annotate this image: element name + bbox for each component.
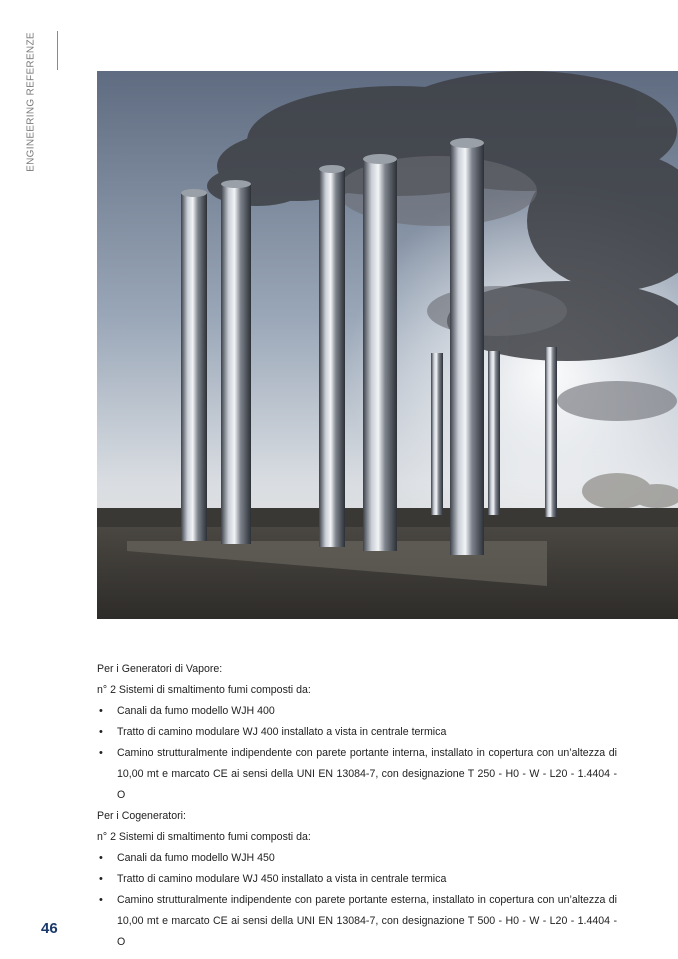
- bullet-icon: •: [99, 894, 103, 906]
- list-item-text: Canali da fumo modello WJH 450: [117, 852, 275, 864]
- list-item: [97, 890, 617, 953]
- list-item: [97, 722, 617, 743]
- bullet-icon: •: [99, 705, 103, 717]
- chimneys-photo-illustration: [97, 71, 678, 619]
- list-item-text: Canali da fumo modello WJH 400: [117, 705, 275, 717]
- block-heading-steam: Per i Generatori di Vapore:: [97, 663, 223, 675]
- list-item-text: Tratto di camino modulare WJ 450 installato a vista in centrale termica: [117, 873, 447, 885]
- list-item: [97, 743, 617, 806]
- section-label-text: ENGINEERING REFERENZE: [25, 32, 37, 172]
- bullet-list-cogeneration: [97, 848, 617, 953]
- block-heading-cogeneration: Per i Cogeneratori:: [97, 810, 186, 822]
- list-item-text: Camino strutturalmente indipendente con parete portante esterna, installato in copertura con un’altezza di 10,00 mt e marcato CE ai sensi della UNI EN 13084-7, con designazione T 500 - H0 - W - L20 - 1.4404 - O: [117, 894, 617, 948]
- bullet-list-steam: [97, 701, 617, 806]
- list-item: [97, 869, 617, 890]
- chimneys-photo: [97, 71, 678, 619]
- bullet-icon: •: [99, 852, 103, 864]
- bullet-icon: •: [99, 747, 103, 759]
- page-number: 46: [41, 920, 58, 937]
- bullet-icon: •: [99, 873, 103, 885]
- bullet-icon: •: [99, 726, 103, 738]
- block-intro-cogeneration: n° 2 Sistemi di smaltimento fumi composti da:: [97, 831, 311, 843]
- reference-description: [97, 659, 617, 953]
- list-item-text: Tratto di camino modulare WJ 400 installato a vista in centrale termica: [117, 726, 447, 738]
- section-label: [22, 32, 40, 172]
- section-divider: [57, 31, 58, 70]
- list-item: [97, 848, 617, 869]
- list-item: [97, 701, 617, 722]
- block-intro-steam: n° 2 Sistemi di smaltimento fumi composti da:: [97, 684, 311, 696]
- list-item-text: Camino strutturalmente indipendente con parete portante interna, installato in copertura con un’altezza di 10,00 mt e marcato CE ai sensi della UNI EN 13084-7, con designazione T 250 - H0 - W - L20 - 1.4404 - O: [117, 747, 617, 801]
